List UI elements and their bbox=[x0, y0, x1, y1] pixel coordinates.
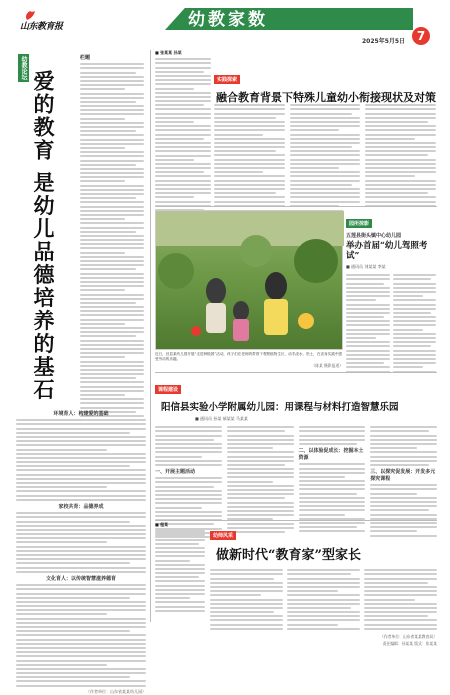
middle-subhead-1: 一、开展主题活动 bbox=[155, 469, 196, 476]
section-title: 幼教家数 bbox=[188, 10, 268, 30]
top-article-headline: 融合教育背景下特殊儿童幼小衔接现状及对策 bbox=[216, 91, 436, 104]
photo-credit: （陈某 摄影报道） bbox=[311, 362, 343, 368]
left-subhead-2: 家校共育：品德养成 bbox=[58, 503, 104, 510]
bottom-article-byline: ■ 程某 bbox=[155, 522, 169, 527]
middle-article bbox=[155, 376, 437, 516]
logo-text: 山东教育报 bbox=[20, 22, 63, 32]
photo-story bbox=[346, 210, 436, 370]
issue-date: 2025年5月5日 bbox=[362, 38, 406, 45]
left-headline: 爱的教育 是幼儿品德培养的基石 bbox=[31, 70, 56, 402]
left-tag bbox=[18, 54, 29, 86]
playground-photo-art bbox=[156, 211, 344, 351]
photo-caption-text: 近日，莒县某幼儿园开展“走进种植园”活动，孩子们在老师的带领下观察植物生长，动手浇水、松土，在亲身实践中感受劳动的乐趣。 bbox=[155, 352, 343, 361]
left-lower-text bbox=[16, 408, 146, 695]
page-number: 7 bbox=[416, 29, 426, 43]
divider-top-article bbox=[155, 206, 437, 207]
bottom-article-headline: 做新时代“教育家”型家长 bbox=[216, 548, 361, 563]
bottom-article-footer: （作者单位：山东省某某教育局） bbox=[380, 634, 437, 639]
logo bbox=[16, 14, 76, 32]
photo-story-headline: 举办首届“幼儿驾照考试” bbox=[346, 241, 428, 261]
playground-photo bbox=[155, 210, 343, 350]
middle-article-byline: ■ 通讯员 孙某 郝某某 马某某 bbox=[195, 416, 248, 421]
page-number-badge bbox=[412, 27, 430, 45]
left-subhead-3: 文化育人：以传统智慧滋养德育 bbox=[45, 575, 116, 582]
middle-article-headline: 阳信县实验小学附属幼儿园：用课程与材料打造智慧乐园 bbox=[161, 402, 399, 413]
middle-subhead-2: 三、以探究促发展：开发多元探究课程 bbox=[370, 469, 436, 483]
middle-subhead-3: 二、以体验促成长：挖掘本土资源 bbox=[298, 448, 364, 462]
top-article-cols bbox=[214, 102, 436, 209]
middle-article-tag: 课程建设 bbox=[155, 385, 181, 394]
left-column bbox=[14, 50, 148, 694]
left-footer: （作者单位：山东省某某幼儿园） bbox=[86, 688, 146, 694]
top-article bbox=[214, 66, 436, 206]
page-editor: 责任编辑：孙某某 版式：张某某 bbox=[382, 641, 437, 646]
bottom-article-tag: 幼师风采 bbox=[210, 531, 236, 540]
column-divider bbox=[150, 50, 151, 622]
left-col-text bbox=[80, 54, 144, 440]
photo-caption bbox=[155, 352, 343, 369]
photo-story-byline: ■ 通讯员 刘某某 李某 bbox=[346, 264, 386, 269]
top-article-tag: 实践探索 bbox=[214, 75, 240, 84]
divider-bottom bbox=[155, 520, 437, 521]
divider-middle bbox=[155, 372, 437, 373]
masthead bbox=[0, 0, 450, 46]
photo-story-tag: 园所掠影 bbox=[346, 219, 372, 228]
left-subhead-1: 环境育人：构建爱的基础 bbox=[53, 411, 109, 417]
left-col-title: 栏题 bbox=[80, 55, 91, 61]
col2-author: ■ 张某某 孙某 bbox=[155, 50, 182, 55]
left-tag-label: 幼教论坛 bbox=[20, 56, 27, 80]
photo-story-subtitle: 五莲县街头镇中心幼儿园 bbox=[346, 233, 402, 239]
bottom-article bbox=[155, 522, 437, 646]
